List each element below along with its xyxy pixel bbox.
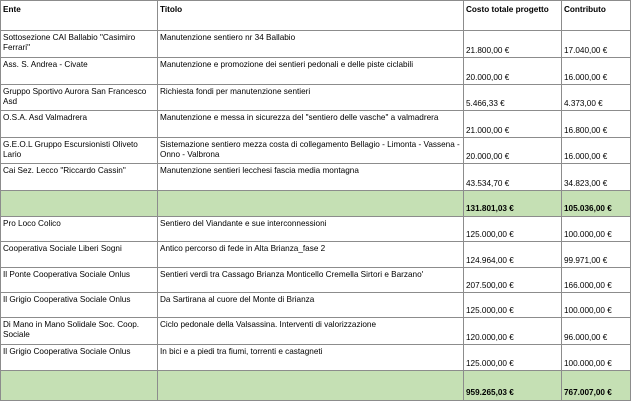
- cell-titolo: Sistemazione sentiero mezza costa di collegamento Bellagio - Limonta - Vassena - Onno - Valbrona: [158, 138, 464, 164]
- table-row: [1, 85, 631, 111]
- header-costo: Costo totale progetto: [464, 1, 562, 31]
- table-row: [1, 164, 631, 191]
- cell-titolo: Sentiero del Viandante e sue interconnessioni: [158, 217, 464, 242]
- subtotal-empty-ente: [1, 191, 158, 217]
- header-ente: Ente: [1, 1, 158, 31]
- cell-contributo: 34.823,00 €: [562, 164, 631, 191]
- cell-costo: 125.000,00 €: [464, 345, 562, 371]
- cell-ente: Sottosezione CAI Ballabio "Casimiro Ferrari": [1, 31, 158, 58]
- table-row: [1, 345, 631, 371]
- subtotal-costo: 131.801,03 €: [464, 191, 562, 217]
- cell-costo: 21.800,00 €: [464, 31, 562, 58]
- header-contributo: Contributo: [562, 1, 631, 31]
- total-costo: 959.265,03 €: [464, 371, 562, 401]
- subtotal-row: [1, 191, 631, 217]
- total-row: [1, 371, 631, 401]
- cell-ente: Cooperativa Sociale Liberi Sogni: [1, 242, 158, 268]
- cell-contributo: 16.000,00 €: [562, 58, 631, 85]
- cell-contributo: 100.000,00 €: [562, 217, 631, 242]
- cell-ente: Ass. S. Andrea - Civate: [1, 58, 158, 85]
- cell-titolo: Ciclo pedonale della Valsassina. Interventi di valorizzazione: [158, 318, 464, 345]
- cell-ente: Pro Loco Colico: [1, 217, 158, 242]
- cell-contributo: 99.971,00 €: [562, 242, 631, 268]
- cell-ente: Cai Sez. Lecco "Riccardo Cassin": [1, 164, 158, 191]
- cell-costo: 5.466,33 €: [464, 85, 562, 111]
- cell-titolo: Richiesta fondi per manutenzione sentieri: [158, 85, 464, 111]
- cell-costo: 43.534,70 €: [464, 164, 562, 191]
- cell-costo: 125.000,00 €: [464, 293, 562, 318]
- cell-contributo: 16.800,00 €: [562, 111, 631, 138]
- cell-ente: Di Mano in Mano Solidale Soc. Coop. Sociale: [1, 318, 158, 345]
- cell-titolo: In bici e a piedi tra fiumi, torrenti e castagneti: [158, 345, 464, 371]
- cell-titolo: Da Sartirana al cuore del Monte di Brianza: [158, 293, 464, 318]
- table-row: [1, 111, 631, 138]
- cell-titolo: Sentieri verdi tra Cassago Brianza Monticello Cremella Sirtori e Barzano': [158, 268, 464, 293]
- cell-contributo: 100.000,00 €: [562, 293, 631, 318]
- header-titolo: Titolo: [158, 1, 464, 31]
- cell-titolo: Manutenzione sentieri lecchesi fascia media montagna: [158, 164, 464, 191]
- cell-contributo: 166.000,00 €: [562, 268, 631, 293]
- cell-titolo: Antico percorso di fede in Alta Brianza_fase 2: [158, 242, 464, 268]
- cell-costo: 207.500,00 €: [464, 268, 562, 293]
- cell-titolo: Manutenzione e messa in sicurezza del "sentiero delle vasche" a valmadrera: [158, 111, 464, 138]
- cell-contributo: 16.000,00 €: [562, 138, 631, 164]
- table-row: [1, 268, 631, 293]
- cell-titolo: Manutenzione sentiero nr 34 Ballabio: [158, 31, 464, 58]
- cell-contributo: 96.000,00 €: [562, 318, 631, 345]
- cell-ente: Il Ponte Cooperativa Sociale Onlus: [1, 268, 158, 293]
- table-row: [1, 293, 631, 318]
- cell-contributo: 4.373,00 €: [562, 85, 631, 111]
- table-row: [1, 242, 631, 268]
- cell-costo: 125.000,00 €: [464, 217, 562, 242]
- cell-titolo: Manutenzione e promozione dei sentieri pedonali e delle piste ciclabili: [158, 58, 464, 85]
- cell-ente: Il Grigio Cooperativa Sociale Onlus: [1, 293, 158, 318]
- subtotal-contributo: 105.036,00 €: [562, 191, 631, 217]
- cell-costo: 20.000,00 €: [464, 58, 562, 85]
- total-empty-ente: [1, 371, 158, 401]
- table-row: [1, 58, 631, 85]
- header-row: [1, 1, 631, 31]
- cell-ente: O.S.A. Asd Valmadrera: [1, 111, 158, 138]
- table-row: [1, 217, 631, 242]
- table-row: [1, 138, 631, 164]
- cell-costo: 21.000,00 €: [464, 111, 562, 138]
- cell-ente: Gruppo Sportivo Aurora San Francesco Asd: [1, 85, 158, 111]
- table-row: [1, 31, 631, 58]
- total-empty-titolo: [158, 371, 464, 401]
- cell-ente: Il Grigio Cooperativa Sociale Onlus: [1, 345, 158, 371]
- cell-costo: 124.964,00 €: [464, 242, 562, 268]
- table-row: [1, 318, 631, 345]
- cell-contributo: 17.040,00 €: [562, 31, 631, 58]
- cell-ente: G.E.O.L Gruppo Escursionisti Oliveto Lario: [1, 138, 158, 164]
- total-contributo: 767.007,00 €: [562, 371, 631, 401]
- subtotal-empty-titolo: [158, 191, 464, 217]
- cell-costo: 20.000,00 €: [464, 138, 562, 164]
- cell-contributo: 100.000,00 €: [562, 345, 631, 371]
- cell-costo: 120.000,00 €: [464, 318, 562, 345]
